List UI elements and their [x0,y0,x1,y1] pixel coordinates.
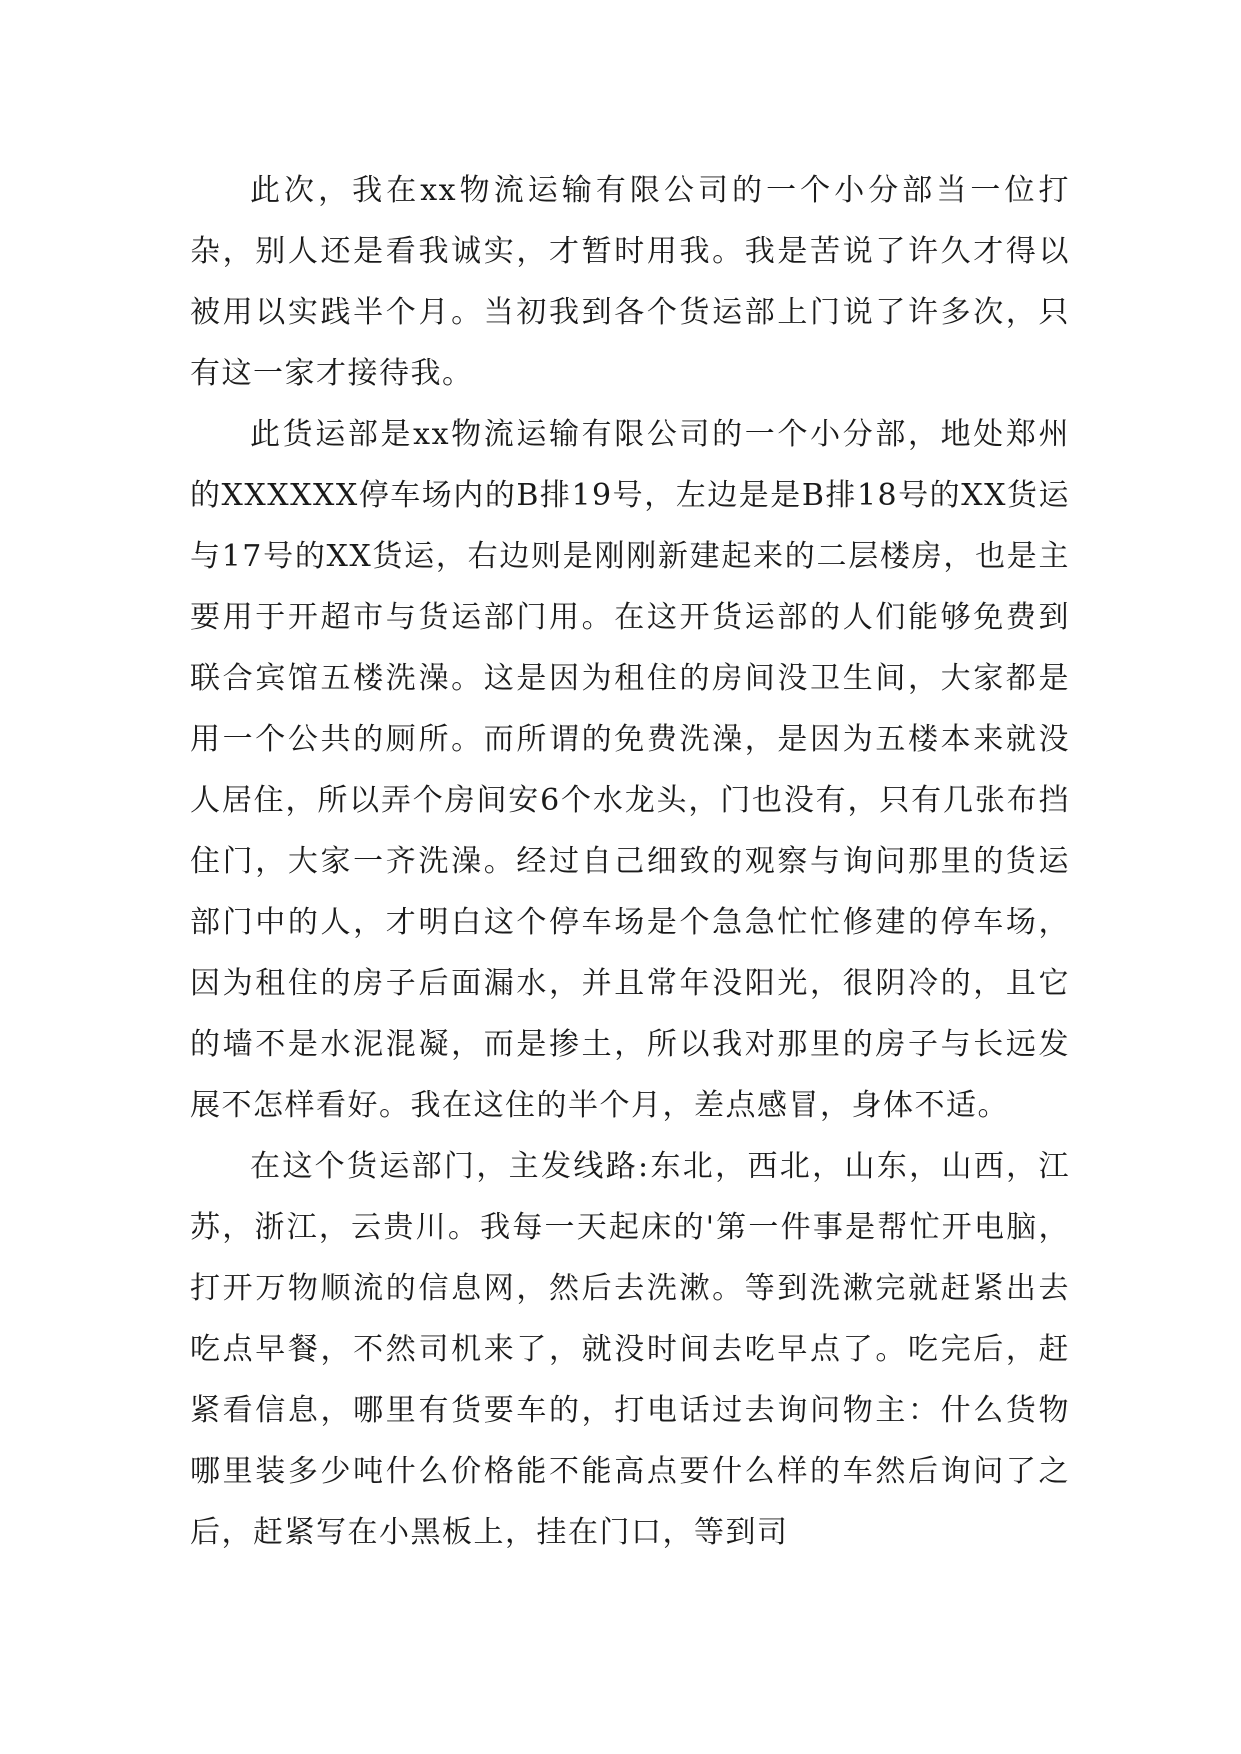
paragraph-1: 此次，我在xx物流运输有限公司的一个小分部当一位打杂，别人还是看我诚实，才暂时用我。我是苦说了许久才得以被用以实践半个月。当初我到各个货运部上门说了许多次，只有这一家才接待我。 [190,173,1070,391]
document-body [190,160,1070,1563]
paragraph-3: 在这个货运部门，主发线路:东北，西北，山东，山西，江苏，浙江，云贵川。我每一天起床的'第一件事是帮忙开电脑，打开万物顺流的信息网，然后去洗漱。等到洗漱完就赶紧出去吃点早餐，不然司机来了，就没时间去吃早点了。吃完后，赶紧看信息，哪里有货要车的，打电话过去询问物主：什么货物哪里装多少吨什么价格能不能高点要什么样的车然后询问了之后，赶紧写在小黑板上，挂在门口，等到司 [190,1149,1070,1550]
paragraph-2: 此货运部是xx物流运输有限公司的一个小分部，地处郑州的XXXXXX停车场内的B排19号，左边是是B排18号的XX货运与17号的XX货运，右边则是刚刚新建起来的二层楼房，也是主要用于开超市与货运部门用。在这开货运部的人们能够免费到联合宾馆五楼洗澡。这是因为租住的房间没卫生间，大家都是用一个公共的厕所。而所谓的免费洗澡，是因为五楼本来就没人居住，所以弄个房间安6个水龙头，门也没有，只有几张布挡住门，大家一齐洗澡。经过自己细致的观察与询问那里的货运部门中的人，才明白这个停车场是个急急忙忙修建的停车场，因为租住的房子后面漏水，并且常年没阳光，很阴冷的，且它的墙不是水泥混凝，而是掺土，所以我对那里的房子与长远发展不怎样看好。我在这住的半个月，差点感冒，身体不适。 [190,417,1070,1123]
